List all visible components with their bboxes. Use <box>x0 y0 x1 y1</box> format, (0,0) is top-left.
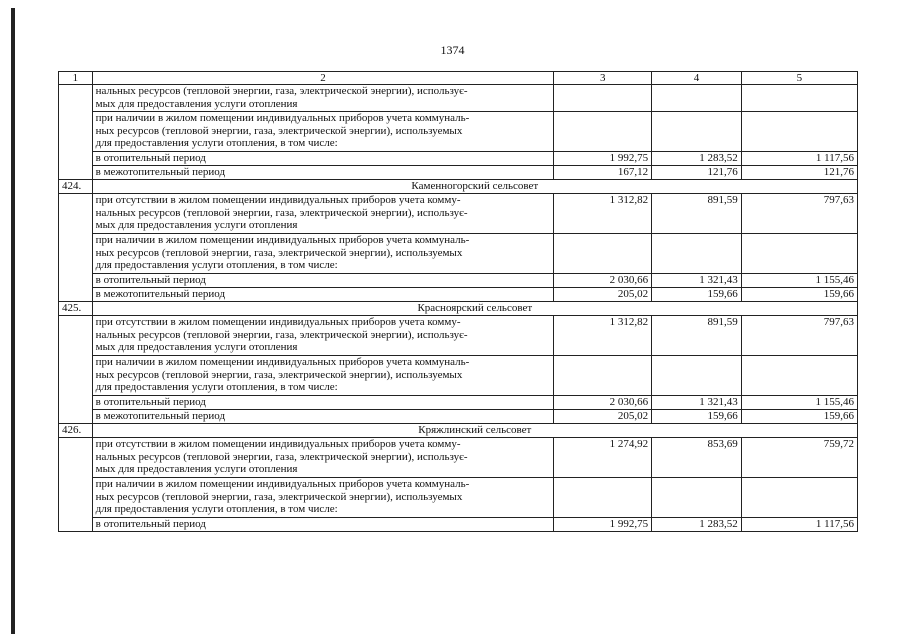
value-cell-col4: 1 283,52 <box>652 152 742 166</box>
value-cell-col3 <box>554 356 652 396</box>
description-cell <box>92 288 554 302</box>
description-line: нальных ресурсов (тепловой энергии, газа, электрической энергии), использує- <box>95 85 468 98</box>
description-line: ных ресурсов (тепловой энергии, газа, электрической энергии), используемых <box>95 246 463 259</box>
description-cell <box>92 518 554 532</box>
region-index: 426. <box>59 424 93 438</box>
page-number: 1374 <box>440 43 465 57</box>
value-cell-col4 <box>652 356 742 396</box>
value-cell-col5: 1 117,56 <box>741 152 857 166</box>
description-cell <box>92 166 554 180</box>
description-line: ных ресурсов (тепловой энергии, газа, электрической энергии), используемых <box>95 124 463 137</box>
value-cell-col5: 1 155,46 <box>741 274 857 288</box>
region-name: Красноярский сельсовет <box>92 302 857 316</box>
description-line: в межотопительный период <box>95 288 226 301</box>
description-cell <box>92 478 554 518</box>
table-row <box>59 194 858 234</box>
description-cell <box>92 316 554 356</box>
table-row <box>59 85 858 112</box>
description-line: ных ресурсов (тепловой энергии, газа, электрической энергии), используемых <box>95 368 463 381</box>
description-line: для предоставления услуги отопления, в том числе: <box>95 381 338 394</box>
row-number-cell <box>59 85 93 180</box>
description-line: при отсутствии в жилом помещении индивидуальных приборов учета комму- <box>95 438 461 451</box>
table-row <box>59 438 858 478</box>
value-cell-col5 <box>741 85 857 112</box>
column-header-3: 3 <box>554 72 652 85</box>
description-line: для предоставления услуги отопления, в том числе: <box>95 137 338 150</box>
description-line: при наличии в жилом помещении индивидуальных приборов учета коммуналь- <box>95 478 470 491</box>
table-row <box>59 316 858 356</box>
row-number-cell <box>59 316 93 424</box>
column-header-4: 4 <box>652 72 742 85</box>
value-cell-col5 <box>741 478 857 518</box>
value-cell-col4 <box>652 234 742 274</box>
value-cell-col4: 891,59 <box>652 194 742 234</box>
description-cell <box>92 274 554 288</box>
region-index: 424. <box>59 180 93 194</box>
description-line: при наличии в жилом помещении индивидуальных приборов учета коммуналь- <box>95 234 470 247</box>
value-cell-col4: 853,69 <box>652 438 742 478</box>
table-row <box>59 410 858 424</box>
description-line: в отопительный период <box>95 396 206 409</box>
description-cell <box>92 410 554 424</box>
table-row <box>59 356 858 396</box>
description-cell <box>92 194 554 234</box>
value-cell-col5 <box>741 234 857 274</box>
value-cell-col3: 1 992,75 <box>554 518 652 532</box>
column-header-2: 2 <box>92 72 554 85</box>
value-cell-col3 <box>554 478 652 518</box>
description-line: ных ресурсов (тепловой энергии, газа, электрической энергии), используемых <box>95 490 463 503</box>
value-cell-col5 <box>741 356 857 396</box>
description-cell <box>92 152 554 166</box>
table-row <box>59 274 858 288</box>
region-row <box>59 180 858 194</box>
region-row <box>59 302 858 316</box>
description-line: для предоставления услуги отопления, в том числе: <box>95 503 338 516</box>
table-row <box>59 166 858 180</box>
value-cell-col4: 1 321,43 <box>652 274 742 288</box>
value-cell-col3: 205,02 <box>554 410 652 424</box>
table-row <box>59 234 858 274</box>
value-cell-col3: 2 030,66 <box>554 274 652 288</box>
value-cell-col5: 1 155,46 <box>741 396 857 410</box>
table-row <box>59 478 858 518</box>
value-cell-col3: 1 312,82 <box>554 194 652 234</box>
region-name: Каменногорский сельсовет <box>92 180 857 194</box>
description-line: мых для предоставления услуги отопления <box>95 341 298 354</box>
description-cell <box>92 438 554 478</box>
description-line: в межотопительный период <box>95 410 226 423</box>
column-header-1: 1 <box>59 72 93 85</box>
description-cell <box>92 112 554 152</box>
value-cell-col4: 891,59 <box>652 316 742 356</box>
description-line: при наличии в жилом помещении индивидуальных приборов учета коммуналь- <box>95 356 470 369</box>
value-cell-col5 <box>741 112 857 152</box>
description-cell <box>92 234 554 274</box>
row-number-cell <box>59 438 93 532</box>
table-row <box>59 288 858 302</box>
value-cell-col3: 205,02 <box>554 288 652 302</box>
column-header-5: 5 <box>741 72 857 85</box>
description-line: мых для предоставления услуги отопления <box>95 219 298 232</box>
value-cell-col5: 759,72 <box>741 438 857 478</box>
description-line: нальных ресурсов (тепловой энергии, газа, электрической энергии), использує- <box>95 450 468 463</box>
value-cell-col3 <box>554 85 652 112</box>
description-line: нальных ресурсов (тепловой энергии, газа, электрической энергии), использує- <box>95 206 468 219</box>
value-cell-col3: 167,12 <box>554 166 652 180</box>
page-edge-bar <box>11 8 15 634</box>
description-line: в отопительный период <box>95 274 206 287</box>
table-row <box>59 396 858 410</box>
value-cell-col4 <box>652 85 742 112</box>
description-line: мых для предоставления услуги отопления <box>95 463 298 476</box>
value-cell-col4: 1 283,52 <box>652 518 742 532</box>
value-cell-col3: 1 992,75 <box>554 152 652 166</box>
table-row <box>59 152 858 166</box>
description-cell <box>92 396 554 410</box>
value-cell-col3: 1 312,82 <box>554 316 652 356</box>
description-line: при наличии в жилом помещении индивидуальных приборов учета коммуналь- <box>95 112 470 125</box>
description-line: в межотопительный период <box>95 166 226 179</box>
description-line: при отсутствии в жилом помещении индивидуальных приборов учета комму- <box>95 316 461 329</box>
value-cell-col5: 797,63 <box>741 316 857 356</box>
table-row <box>59 112 858 152</box>
value-cell-col3: 2 030,66 <box>554 396 652 410</box>
tariff-table-body <box>59 72 858 532</box>
column-header-row <box>59 72 858 85</box>
region-row <box>59 424 858 438</box>
description-cell <box>92 356 554 396</box>
table-row <box>59 518 858 532</box>
value-cell-col4: 1 321,43 <box>652 396 742 410</box>
description-line: при отсутствии в жилом помещении индивидуальных приборов учета комму- <box>95 194 461 207</box>
region-index: 425. <box>59 302 93 316</box>
value-cell-col5: 121,76 <box>741 166 857 180</box>
value-cell-col3: 1 274,92 <box>554 438 652 478</box>
value-cell-col3 <box>554 234 652 274</box>
value-cell-col4: 159,66 <box>652 410 742 424</box>
value-cell-col3 <box>554 112 652 152</box>
value-cell-col4: 121,76 <box>652 166 742 180</box>
value-cell-col5: 159,66 <box>741 288 857 302</box>
value-cell-col4 <box>652 478 742 518</box>
value-cell-col5: 1 117,56 <box>741 518 857 532</box>
value-cell-col4: 159,66 <box>652 288 742 302</box>
value-cell-col4 <box>652 112 742 152</box>
value-cell-col5: 159,66 <box>741 410 857 424</box>
tariff-table <box>58 71 858 532</box>
value-cell-col5: 797,63 <box>741 194 857 234</box>
row-number-cell <box>59 194 93 302</box>
description-line: для предоставления услуги отопления, в том числе: <box>95 259 338 272</box>
description-line: в отопительный период <box>95 518 206 531</box>
description-line: мых для предоставления услуги отопления <box>95 97 298 110</box>
description-cell <box>92 85 554 112</box>
region-name: Кряжлинский сельсовет <box>92 424 857 438</box>
description-line: в отопительный период <box>95 152 206 165</box>
description-line: нальных ресурсов (тепловой энергии, газа, электрической энергии), использує- <box>95 328 468 341</box>
